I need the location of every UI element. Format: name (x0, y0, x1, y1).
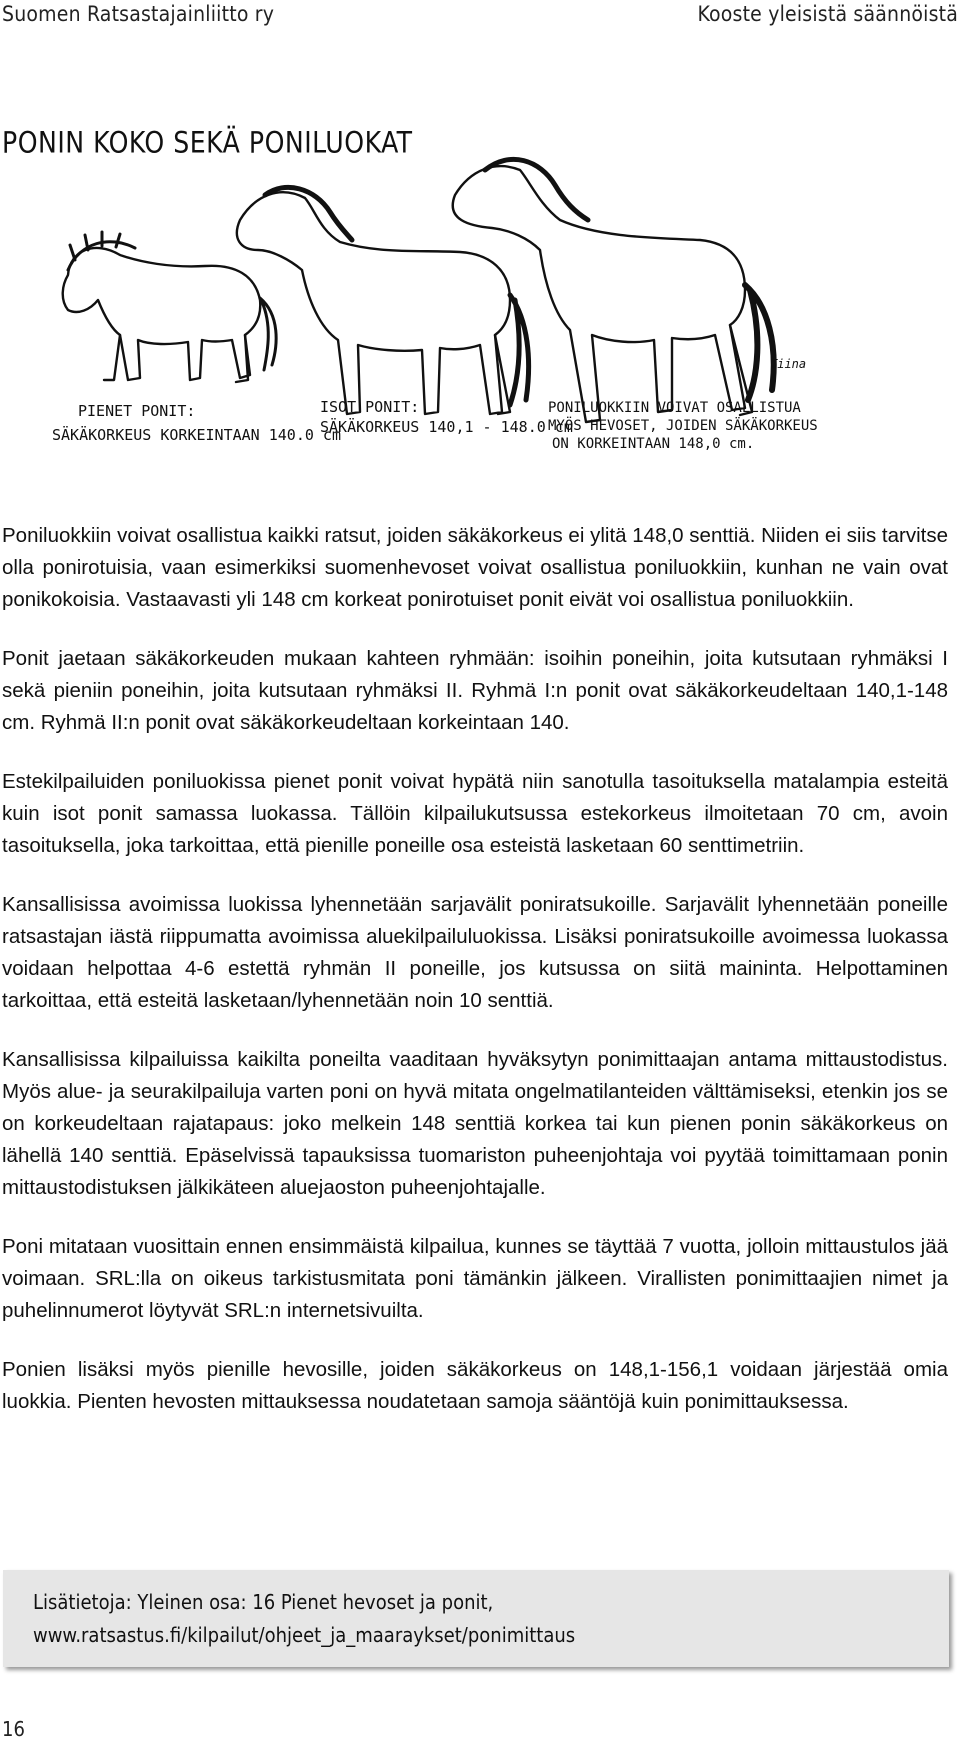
paragraph-pienet-hevoset: Ponien lisäksi myös pienille hevosille, joiden säkäkorkeus on 148,1-156,1 voidaan järjestää omia luokkia. Pienten hevosten mittauksessa noudatetaan samoja sääntöjä kuin ponimittauksessa. (2, 1358, 948, 1413)
small-pony-mane (68, 232, 135, 270)
more-info-box (3, 1570, 949, 1667)
large-pony-mane (265, 187, 352, 240)
small-ponies-label: PIENET PONIT: (78, 402, 196, 420)
page-number: 16 (2, 1717, 25, 1741)
small-ponies-height: SÄKÄKORKEUS KORKEINTAAN 140.0 cm (52, 426, 341, 444)
page-title: PONIN KOKO SEKÄ PONILUOKAT (2, 125, 413, 160)
horse-drawing (453, 166, 752, 422)
paragraph-mittaus: Poni mitataan vuosittain ennen ensimmäistä kilpailua, kunnes se täyttää 7 vuotta, jolloin mittaustulos jää voimaan. SRL:lla on oikeus tarkistusmitata poni tämänkin jälkeen. Virallisten ponimittaajien nimet ja puhelinnumerot löytyvät SRL:n internetsivuilta. (2, 1235, 948, 1322)
paragraph-poniluokat: Poniluokkiin voivat osallistua kaikki ratsut, joiden säkäkorkeus ei ylitä 148,0 senttiä. Niiden ei siis tarvitse olla ponirotuisia, vaan esimerkiksi suomenhevoset voivat osallistua poniluokkiin, kunhan ne vain ovat ponikokoisia. Vastaavasti yli 148 cm korkeat ponirotuiset ponit eivät voi osallistua poniluokkiin. (2, 524, 948, 611)
horse-label-line3: ON KORKEINTAAN 148,0 cm. (552, 436, 755, 452)
large-ponies-height: SÄKÄKORKEUS 140,1 - 148.0 cm (320, 418, 573, 436)
body-text (2, 520, 948, 1445)
small-pony-tail (260, 298, 276, 370)
horse-tail (745, 285, 774, 400)
paragraph-mittaustodistus: Kansallisissa kilpailuissa kaikilta poneilta vaaditaan hyväksytyn ponimittaajan antama mittaustodistus. Myös alue- ja seurakilpailuja varten poni on hyvä mitata ongelmatilanteiden välttämiseksi, etenkin jos se on korkeudeltaan rajatapaus: joko melkein 148 senttiä korkea tai kun pienen ponin säkäkorkeus on lähellä 140 senttiä. Epäselvissä tapauksissa tuomariston puheenjohtaja voi pyytää toimittamaan ponin mittaustodistuksen jälkikäteen aluejaoston puheenjohtajalle. (2, 1048, 948, 1199)
large-pony-drawing (237, 192, 510, 414)
artist-signature: Tiina (770, 357, 807, 371)
paragraph-tasoitus: Estekilpailuiden poniluokissa pienet ponit voivat hypätä niin sanotulla tasoituksella matalampia esteitä kuin isot ponit samassa luokassa. Tällöin kilpailukutsussa estekorkeus ilmoitetaan 70 cm, avoin tasoituksella, joka tarkoittaa, että pienille poneille osa esteistä lasketaan 60 senttimetriin. (2, 770, 948, 857)
pony-size-illustration (40, 150, 940, 505)
header-org-name: Suomen Ratsastajainliitto ry (2, 2, 275, 26)
more-info-reference: Lisätietoja: Yleinen osa: 16 Pienet hevoset ja ponit, (33, 1590, 494, 1614)
horse-label-line1: PONILUOKKIIN VOIVAT OSALLISTUA (548, 400, 801, 416)
more-info-url[interactable]: www.ratsastus.fi/kilpailut/ohjeet_ja_maaraykset/ponimittaus (33, 1623, 576, 1647)
paragraph-sarjavalit: Kansallisissa avoimissa luokissa lyhennetään sarjavälit poniratsukoille. Sarjavälit lyhennetään poneille ratsastajan iästä riippumatta avoimissa aluekilpailuluokissa. Lisäksi poniratsukoille avoimessa luokassa voidaan helpottaa 4-6 estettä ryhmän II poneille, jos kutsussa on siitä maininta. Helpottaminen tarkoittaa, että esteitä lasketaan/lyhennetään noin 10 senttiä. (2, 893, 948, 1012)
horse-label-line2: MYÖS HEVOSET, JOIDEN SÄKÄKORKEUS (548, 418, 818, 434)
large-pony-tail (510, 295, 529, 405)
horse-mane (485, 159, 588, 220)
large-ponies-label: ISOT PONIT: (320, 398, 420, 416)
paragraph-ryhmat: Ponit jaetaan säkäkorkeuden mukaan kahteen ryhmään: isoihin poneihin, joita kutsutaan ryhmäksi I sekä pieniin poneihin, joita kutsutaan ryhmäksi II. Ryhmä I:n ponit ovat säkäkorkeudeltaan 140,1-148 cm. Ryhmä II:n ponit ovat säkäkorkeudeltaan korkeintaan 140. (2, 647, 948, 734)
small-pony-drawing (63, 248, 261, 382)
header-doc-title: Kooste yleisistä säännöistä (697, 2, 958, 26)
